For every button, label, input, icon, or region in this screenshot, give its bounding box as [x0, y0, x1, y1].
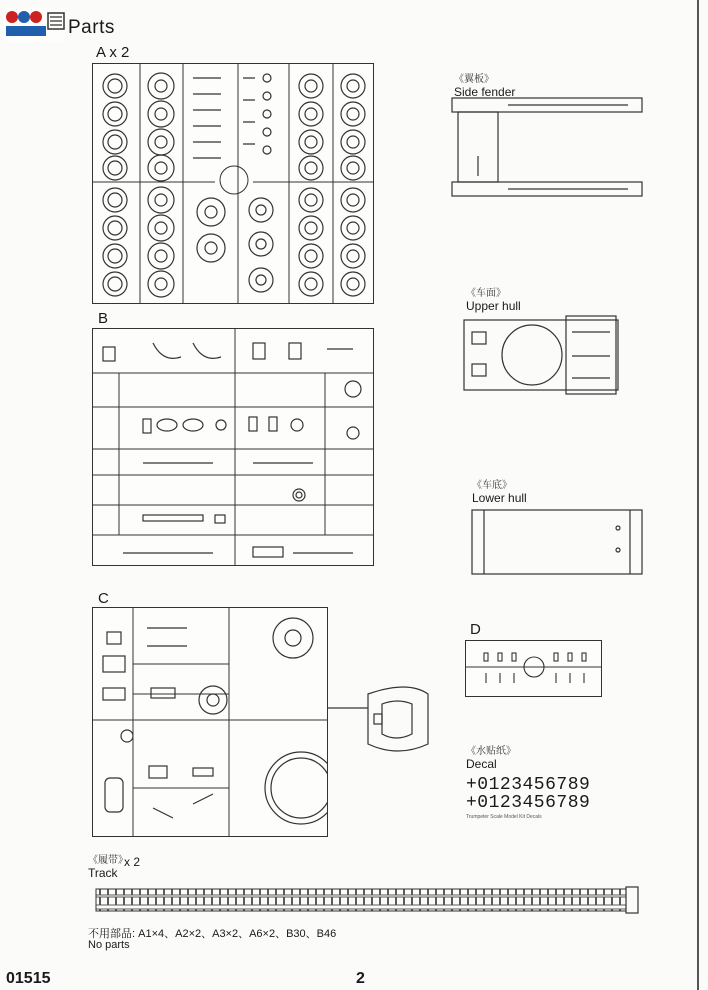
kit-code: 01515	[6, 970, 51, 987]
sprue-b-frame	[92, 328, 374, 566]
sprue-d-frame	[465, 640, 602, 697]
decal-footnote: Trumpeter Scale Model Kit Decals	[466, 814, 542, 820]
unused-parts-cn: 不用部品: A1×4、A2×2、A3×2、A6×2、B30、B46	[88, 928, 337, 940]
page-edge-rule	[697, 0, 699, 990]
side-fender-cn: 《翼板》	[454, 74, 494, 85]
sprue-a-frame	[92, 63, 374, 304]
site-logo	[4, 8, 66, 42]
unused-parts-en: No parts	[88, 939, 130, 951]
side-fender-drawing	[448, 96, 648, 206]
track-en: Track	[88, 866, 118, 880]
upper-hull-caption	[466, 284, 521, 313]
sprue-c-turret-part	[328, 684, 438, 754]
decal-en: Decal	[466, 757, 497, 771]
decal-caption	[466, 742, 516, 771]
page-title	[68, 17, 115, 39]
sprue-a-label: A x 2	[96, 44, 130, 61]
lower-hull-caption	[472, 476, 527, 505]
track-caption	[88, 851, 128, 880]
side-fender-caption	[454, 70, 515, 99]
sprue-c-drawing	[93, 608, 327, 836]
lower-hull-en: Lower hull	[472, 491, 527, 505]
sprue-d-drawing	[466, 641, 601, 696]
sprue-a-drawing	[93, 64, 373, 303]
page-number: 2	[356, 970, 365, 987]
upper-hull-en: Upper hull	[466, 299, 521, 313]
sprue-c-frame	[92, 607, 328, 837]
sprue-b-drawing	[93, 329, 373, 565]
upper-hull-drawing	[462, 312, 622, 398]
decal-numbers-row-1: +0123456789	[466, 775, 591, 795]
track-cn: 《履带》	[88, 855, 128, 866]
decal-numbers-row-2: +0123456789	[466, 793, 591, 813]
lower-hull-cn: 《车底》	[472, 480, 512, 491]
sprue-d-label: D	[470, 621, 481, 638]
page-title-en: Parts	[68, 17, 115, 38]
side-fender-en: Side fender	[454, 85, 516, 99]
track-count: x 2	[124, 855, 141, 869]
sprue-b-label: B	[98, 310, 109, 327]
upper-hull-cn: 《车面》	[466, 288, 506, 299]
lower-hull-drawing	[470, 504, 648, 580]
track-drawing	[92, 885, 640, 915]
decal-cn: 《水贴纸》	[466, 746, 516, 757]
sprue-c-label: C	[98, 590, 109, 607]
